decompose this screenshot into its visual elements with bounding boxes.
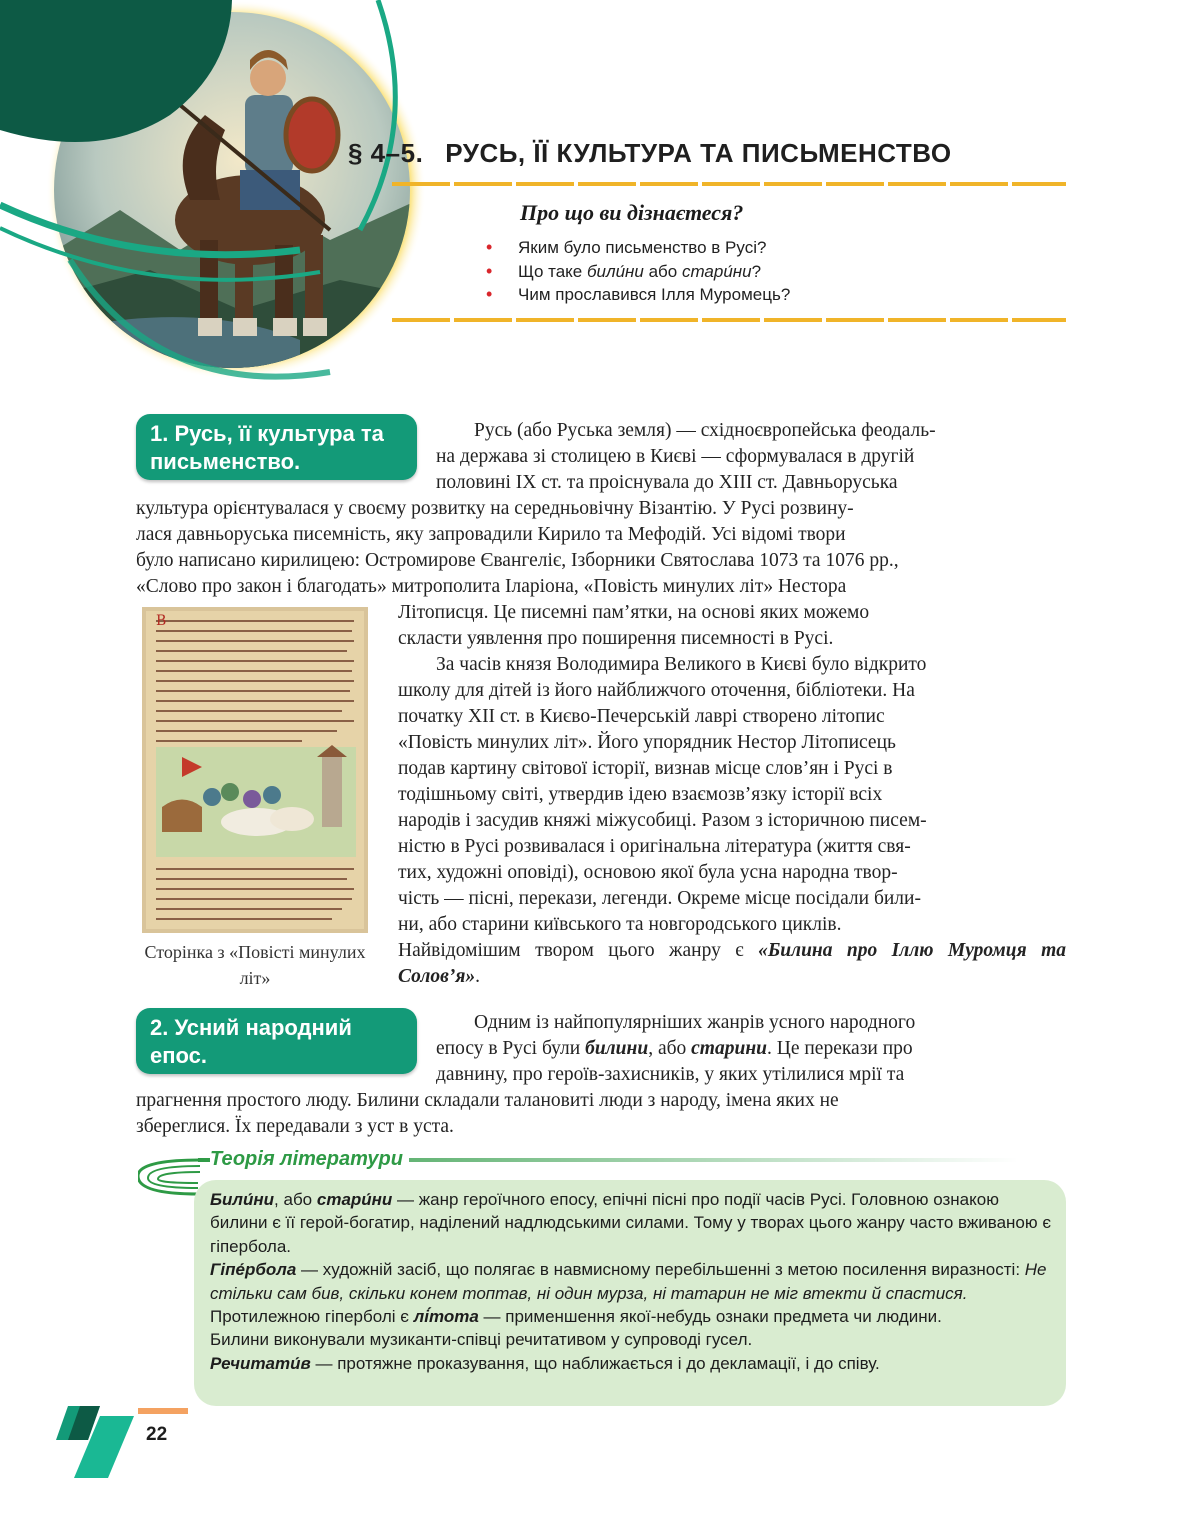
page-number: 22 — [146, 1424, 168, 1445]
theory-box — [194, 1180, 1066, 1406]
page-title — [348, 138, 952, 169]
title-text: РУСЬ, ЇЇ КУЛЬТУРА ТА ПИСЬМЕНСТВО — [445, 138, 952, 168]
text-line: ни, або старини київського та новгородського циклів. — [398, 914, 842, 935]
page-corner-decoration — [50, 1400, 200, 1490]
about-item: • Чим прославився Ілля Муромець? — [486, 283, 790, 307]
text-line: культура орієнтувалася у своєму розвитку на середньовічну Візантію. У Русі розвину- — [136, 498, 854, 519]
section-2-intro — [436, 1010, 1066, 1088]
text-line: школу для дітей із його найближчого оточення, бібліотеки. На — [398, 680, 915, 701]
theory-paragraph: Гіпе́рбола — художній засіб, що полягає в навмисному перебільшенні з метою посилення виразності: Не стільки сам бив, скільки конем топтав, ні один мурза, ні татарин не міг втекти й спастися. Протилежною гіперболі є лі́тота — применшення якої-небудь ознаки предмета чи людини. — [210, 1260, 1047, 1327]
text-line: було написано кирилицею: Остромирове Євангеліє, Ізборники Святослава 1073 та 1076 рр., — [136, 550, 899, 571]
text-line: чість — пісні, перекази, легенди. Окреме місце посідали били- — [398, 888, 921, 909]
text-line: скласти уявлення про поширення писемності в Русі. — [398, 628, 834, 649]
about-item: • Яким було письменство в Русі? — [486, 236, 790, 260]
bullet-icon: • — [486, 284, 493, 304]
section-1-heading: 1. Русь, її культура та письменство. — [136, 414, 417, 480]
bullet-icon: • — [486, 260, 493, 281]
text-line: епосу в Русі були билини, або старини. Це перекази про — [436, 1038, 913, 1059]
text-line: Одним із найпопулярніших жанрів усного народного — [474, 1012, 916, 1033]
theory-paragraph: Билини виконували музиканти-співці речитативом у супроводі гусел. — [210, 1330, 753, 1350]
text-line: тодішньому світі, утвердив ідею взаємозв’язку історії всіх — [398, 784, 883, 805]
text-line: «Повість минулих літ». Його упорядник Нестор Літописець — [398, 732, 896, 753]
text-line: народів і засудив княжі міжусобиці. Разом з історичною писем- — [398, 810, 927, 831]
section-2-body — [136, 1088, 1066, 1140]
theory-paragraph: Речитати́в — протяжне проказування, що наближається і до декламації, і до співу. — [210, 1353, 880, 1373]
theory-paragraph: Били́ни, або стари́ни — жанр героїчного епосу, епічні пісні про події часів Русі. Головною ознакою билини є її герой-богатир, наділений надлюдськими силами. Тому у творах цього жанру часто вживаною є гіпербола. — [210, 1190, 1052, 1256]
text-line: на держава зі столицею в Києві — сформувалася в другій — [436, 446, 915, 467]
text-line: За часів князя Володимира Великого в Києві було відкрито — [436, 654, 927, 675]
text-line: прагнення простого люду. Билини складали талановиті люди з народу, імена яких не — [136, 1090, 839, 1111]
emphasized-work-title: «Билина про Іллю Муромця та Солов’я» — [398, 940, 1066, 987]
text-line: лася давньоруська писемність, яку запровадили Кирило та Мефодій. Усі відомі твори — [136, 524, 846, 545]
text-line: Літописця. Це писемні пам’ятки, на основі яких можемо — [398, 602, 870, 623]
text-line: тих, художні оповіді), основою якої була усна народна твор- — [398, 862, 898, 883]
section-number: § 4–5. — [348, 138, 424, 168]
header-divider-bottom — [392, 318, 1066, 322]
theory-title: Теорія літератури — [210, 1148, 409, 1171]
about-item: • Що таке били́ни або стари́ни? — [486, 260, 790, 284]
about-heading: Про що ви дізнаєтеся? — [520, 200, 744, 225]
text-line: «Слово про закон і благодать» митрополита Іларіона, «Повість минулих літ» Нестора — [136, 576, 847, 597]
text-line: Найвідомішим твором цього жанру є «Билина про Іллю Муромця та Солов’я». — [398, 940, 1066, 987]
text-line: давнину, про героїв-захисників, у яких утілилися мрії та — [436, 1064, 905, 1085]
bullet-icon: • — [486, 237, 493, 257]
hero-illustration — [0, 0, 470, 400]
about-list — [486, 236, 790, 307]
section-1-intro — [436, 418, 1066, 496]
header-divider-top — [392, 182, 1066, 186]
text-line: половині IX ст. та проіснувала до XIII ст. Давньоруська — [436, 472, 898, 493]
svg-text:В: В — [156, 613, 167, 629]
manuscript-image — [142, 607, 368, 933]
text-line: збереглися. Їх передавали з уст в уста. — [136, 1116, 454, 1137]
section-1-right-column — [398, 600, 1066, 990]
section-1-body — [136, 496, 1066, 600]
text-line: Русь (або Руська земля) — східноєвропейська феодаль- — [474, 420, 936, 441]
image-caption: Сторінка з «Повісті минулих літ» — [144, 942, 366, 988]
section-2-heading: 2. Усний народний епос. — [136, 1008, 417, 1074]
text-line: початку XII ст. в Києво-Печерській лаврі створено літопис — [398, 706, 885, 727]
text-line: ністю в Русі розвивалася і оригінальна література (життя свя- — [398, 836, 911, 857]
text-line: подав картину світової історії, визнав місце слов’ян і Русі в — [398, 758, 893, 779]
